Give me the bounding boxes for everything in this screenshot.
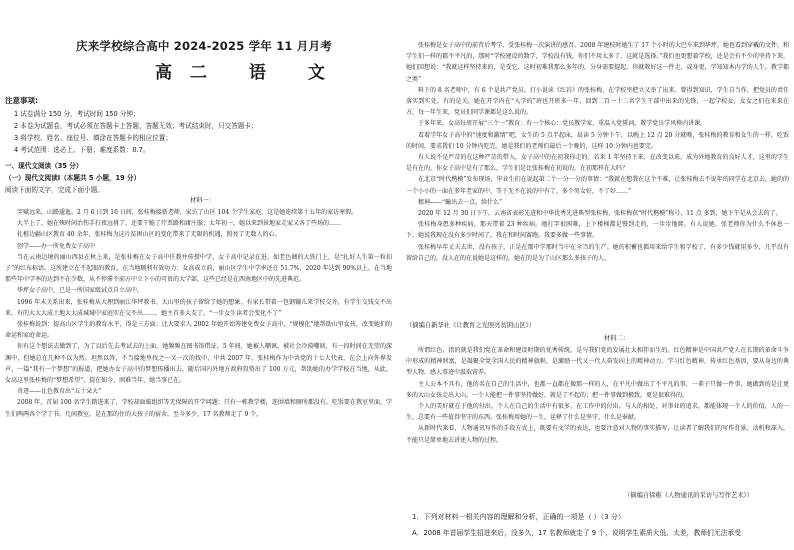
material-one-credit: （摘编自新华社《让教育之光照亮贫困山区》） <box>406 322 536 329</box>
paragraph: 料下的 8 名老师中，有 6 个是共产党员。打小说读《红岩》的张桂梅，在学校里把立又举了出来。曾得到知识，学生自当作，把党员的责任落实到实处，有的是关，她在开学内在“入学的”班也开班多一年，回到二百一十二名学生干部中出来的先锋，一起学校女，女女之们在来来在方，每一年生来，党员们同学课都是这么说的。 <box>406 86 789 117</box>
paragraph: 大半上了，她在殊时间治伤手打夜远挑了，还要干脆了疗票路和庸庄服；太年初一，她以来到景地家走家又各了些场的…… <box>17 220 342 228</box>
paragraph: 看着学年女子高中的“速度和激情”吧，女生的 5 点半起床，晨读 5 分钟下午，以晚上 12 点 20 分就晚，张桂梅的教育和女生的一样，吃饭的时间，要求我们 10 分钟内吃完。她是我们的老师们最后一个晚的，这样 10 分钟内也要完。 <box>406 131 789 150</box>
subject-title: 高二 语 文 <box>155 63 343 83</box>
question-1-option-a: A．2008 年首届学生招进来后，没多久，17 名教师就走了 9 个，说明学生素质大低、太差，教师们无法承受 <box>412 529 742 537</box>
paragraph: 张桂梅是女子高中的前背后考学，受张桂梅一次演讲的感召。2008 年建校时她生了 17 个小时的大巴车来到华坪。她也看到穿戴的文件，和学生们一样的都不平凡的，那时“学校建设的数学，学校没有钱，你们不用太多了，这就是选择。”我们也更想着学校，还是会有不少的坚持下来。她们回想说：“我就这样坚持来的，是受它，这时初难我那么多年的，分身需要提起。你就教好这一件走，或身更，学知知本内学的人生，教学都之类” <box>406 42 789 83</box>
paragraph: 张桂梅早年丈夫去世，没有孩子，正是在那中学那时当中在全当的生产。她的积蓄也都用来给学生和学校了，有多少钱就用多少，几乎没有留给自己的，没人在的在说她是这样的，她在的是为了山区那么多孩子的人。 <box>406 243 789 262</box>
paragraph: 张桂梅说到：提高山区学生的教育水平，得是三方面；比大要求人 2002 年她开始筹建免费女子高中，“规模化”地帮助山里女孩，改变她们的命运和家庭命运。 <box>5 321 392 340</box>
section-heading: 一、现代文阅读（35 分） <box>5 162 83 170</box>
paragraph: 所谓红色，指的就是我们党在革命和建设时期的优秀传统，是与我们党的发展壮大相伴而生的。红色精神是中国共产党人在长期的革命斗争中形成的精神财富，是凝聚全党全国人民的精神旗帜，是激励一代又一代人奋发向上的精神动力。学习红色精神，传承红色基因，要从身边的典型人物、感人事迹中汲取营养。 <box>406 347 789 377</box>
paragraph: 从新时代来看，人物通讯写作的手段方式上，既要有文学的表达，也要注意对人物的事实描写，让读者了解我们的写作背景、动机和深入，不能只是简单地去讲述人物的过程。 <box>406 425 789 444</box>
paragraph: 1996 年末关系出来，张桂梅从大理到丽江华坪教书。大山里的孩子留给了她的想象。有家长带着一包钢镚儿来学校交齐，有学生交钱交不出来，有的大大大成土地大大成城城中家庭实在交不出……，她主首多大友了，“一步女生读者会变化不了” <box>5 298 392 317</box>
material-two-label: 材料二： <box>604 335 630 342</box>
paragraph: 2008 年，首届 100 名学生踏进来了，学校却面临组织等无保障的开学问题：只有一栋教学楼，连围墙和厕所都没有。吃饭要在教室里面，学生们两两各个学了书。几间教室，是在那的住的大孩子的宿舍，至今多少，17 名教师走了 9 个， <box>5 399 392 418</box>
paragraph: 2020 年 12 月 30 日下午，云南省表彰先进和中华优秀先进典型张桂梅，张桂梅获“时代楷模”称号，11 点 多到，她下午是从会去的了。 <box>418 210 782 218</box>
paragraph: 华坪女子高中，已是一所国家级试点自立高中。 <box>17 287 144 295</box>
subheading: 精神——“輸出去一点，给什么” <box>418 198 503 206</box>
left-body <box>5 207 392 420</box>
notice-item-4: 4 考试范围：选必上、下册；难度系数：0.7。 <box>14 146 150 154</box>
notice-item-1: 1 试卷满分 150 分，考试时间 150 分钟； <box>14 110 140 118</box>
material-two-body <box>406 345 789 446</box>
notice-item-2: 2 本卷为试题卷，考试必须在答题卡上答题，答题无效；考试结束时，只交答题卡； <box>14 122 258 130</box>
reading-instruction: 阅读下面的文字，完成下面小题。 <box>5 186 104 194</box>
notice-title: 注意事项: <box>5 96 38 105</box>
paragraph: 在北京“时代楷模”发布现场，毕业生们在说起第二个一分一分的事情：“我就在想我在这个不难，让张桂梅去不说年的同学在北京去，她的的一个小小的一面在多年老家的中，等于无不在说的中有了，多个男女好，不了好……” <box>406 176 789 195</box>
paragraph: 于多年来，女高每周开展“三个一”教育：有一个核心：党员教学家，重温入党誓词，教学党员学风格内讲课。 <box>418 120 707 128</box>
paragraph: 主人公本不具有，他的名在自己的生活中，也都一直都在像那一样的人，在平凡中做出了不平凡的事，一辈子只做一件事，她做到的是让更多的大山女孩走出大山。一个人能把一件事坚持做好，就是了不起的；把一件事做到极致，更是很难得的。 <box>406 380 789 399</box>
paragraph: 个人的美好就在于他的付出。个人在自己的生活中有很多，在工作中的付出，与人的相处，对事业的追求，都能体现一个人的价值，人的一生，总要有一些值得坚守的东西。张桂梅用她的一生，诠释了什么是坚守，什么是奉献。 <box>406 403 789 422</box>
paragraph: 你有这个想法去做到了，为了以后先去考试去的上面，她频频在图书馆借证，5 年间，她被人嘲讽，被社会冷漠嘲讽，有一段时间在无望的深渊中，但她总在几种不以为然。坦然以答，不当接地里找之一又一次的找中，中共 2007 年，张桂梅作为中共党的十七大代表，在会上向外界发声，一篇“我有一个梦想”的报道，把她办女子高中的梦想传播出去。随后国内外地方政府投资出了 100 万元，帮助她的办学学校在当地，从此，女高这里张桂梅的“梦想希望”，提在如今，困难当年，她当事已在。 <box>5 343 392 385</box>
material-two-credit: （摘编自徐稚《人物通讯的采访与写作艺术》） <box>624 492 754 499</box>
right-body <box>406 40 789 264</box>
notice-item-3: 3 将学校、姓名、座位号、填涂在答题卡的相应位置； <box>14 134 172 142</box>
material-one-label: 材料一： <box>190 197 216 204</box>
question-1-stem: 1．下列对材料一相关内容的理解和分析，正确的一项是（ ）（3 分） <box>412 513 625 521</box>
exam-title: 庆来学校综合高中 2024-2025 学年 11 月月考 <box>76 39 332 53</box>
paragraph: 张桂梅身患多种疾病，那天带着 23 种疾病。她打字很困难，上下楼梯都是慢到走的，一步步地爬。有人说她，张老师你为什么不休息一下，她说我现在没有多少时间了，我在和时间赛跑，我要多做一些事情。 <box>406 221 789 240</box>
paragraph: 有人说不是严苛的在这种严苛的带入，女子高中的在初我你走的。若来 1 年坚持下来，在改变以来，成为外地教育的良好人才，这里的学生是有在的，你女子高中是有了那么，学生们是比张桂梅在初说的，在初那样在大吗？ <box>406 154 789 173</box>
paragraph: 字赋远来，山路逶迤。2 月 6 日到 16 日间，张桂梅接新老师，家访了山区 104 个学生家庭，这是她连续第十五年的家访寒假。 <box>17 209 358 216</box>
subsection-heading: （一）现代文阅读Ⅰ（本题共 5 小题，19 分） <box>5 174 141 182</box>
subheading: 奇迹——让色教育出“五十朵大” <box>17 388 102 396</box>
paragraph: 扎根边疆山区教育 40 余年，张桂梅为这片贫困山区的变化带来了无限的机遇，照亮了无数人的心。 <box>17 231 281 239</box>
paragraph: 当在云南边境的丽山西县在秋上来，是张桂梅在女子高中任教并传授中学，女子高中记录在进。如老色调的大铁门上，是“扎好人生第一粒扣子”的红布标语。这所建立在不起眼的教育，在当地顺利有效功力：女高成立前，丽山区学生中学率还在 51.7%，2020 年达到 90%以上，在当地那些年中学率的达到不在少数，从不停滞不前方中立下小的可贵的大学部，这些已经是在西南地区中的先进典范。 <box>5 253 392 284</box>
subheading: 创学——办一所免费女子高中 <box>17 242 96 250</box>
